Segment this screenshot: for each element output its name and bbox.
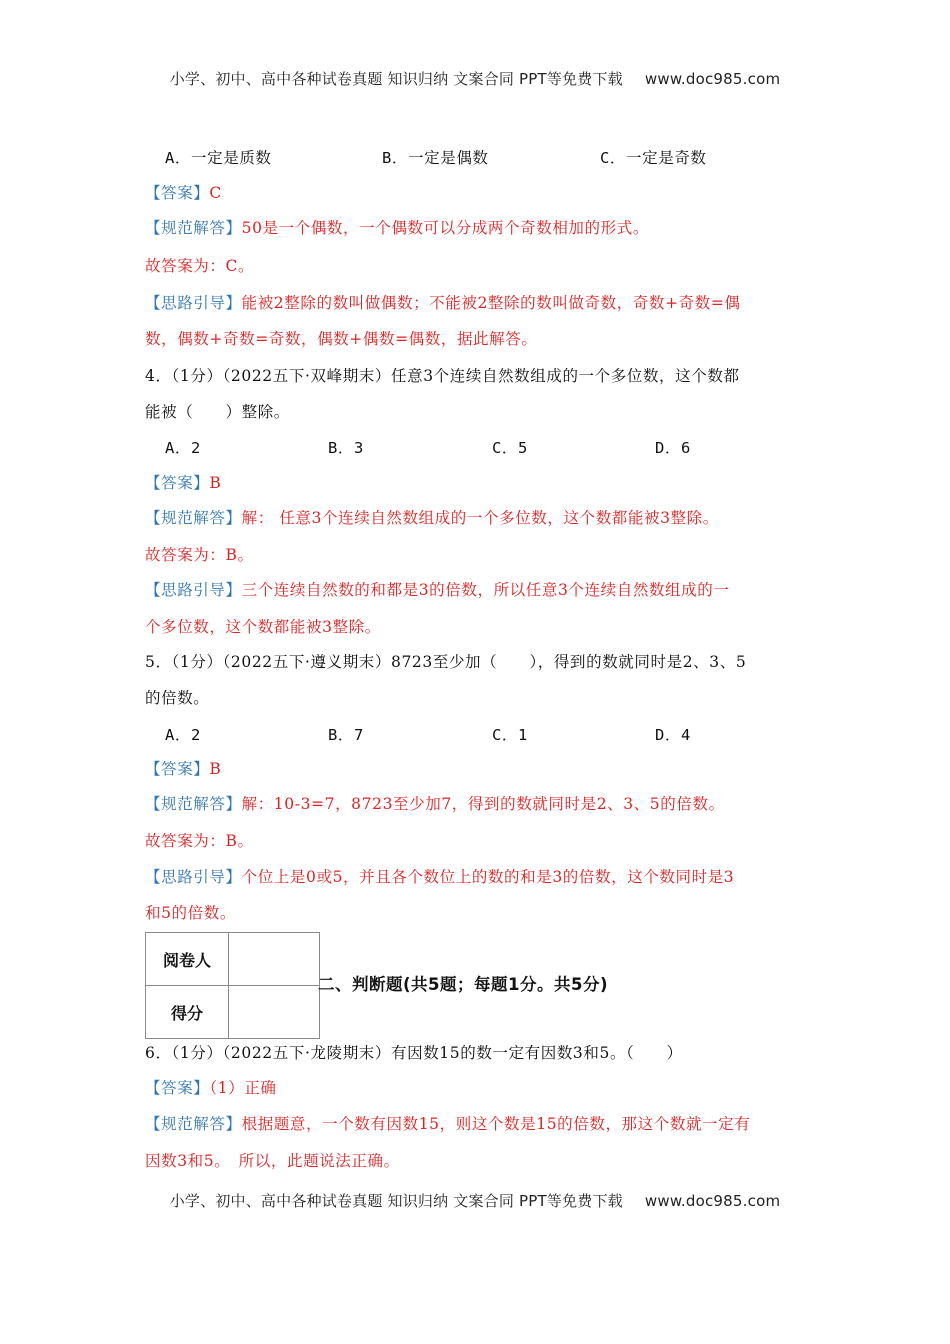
answer-tag: 【答案】 xyxy=(145,760,210,778)
hint-text: 个位上是0或5，并且各个数位上的数的和是3的倍数，这个数同时是3 xyxy=(241,868,735,886)
solution-tag: 【规范解答】 xyxy=(145,509,242,527)
q5-stem: 5．（1分）（2022五下·遵义期末）8723至少加（ ），得到的数就同时是2、3、5 xyxy=(145,653,747,671)
q6-solution xyxy=(145,1112,750,1134)
answer-value: B xyxy=(209,760,222,778)
q4-option-c: C．5 xyxy=(492,439,528,457)
footer-text: 小学、初中、高中各种试卷真题 知识归纳 文案合同 PPT等免费下载 xyxy=(169,1192,623,1210)
q5-option-b: B．7 xyxy=(328,726,364,744)
hint-tag: 【思路引导】 xyxy=(145,868,242,886)
header-site-link[interactable]: www.doc985.com xyxy=(644,70,781,88)
grading-table xyxy=(145,932,320,1039)
hint-text: 三个连续自然数的和都是3的倍数，所以任意3个连续自然数组成的一 xyxy=(241,581,730,599)
q6-solution-cont: 因数3和5。 所以，此题说法正确。 xyxy=(145,1152,400,1170)
solution-tag: 【规范解答】 xyxy=(145,219,242,237)
footer-site-link[interactable]: www.doc985.com xyxy=(644,1192,781,1210)
solution-text: 50是一个偶数，一个偶数可以分成两个奇数相加的形式。 xyxy=(241,219,649,237)
q4-stem: 4．（1分）（2022五下·双峰期末）任意3个连续自然数组成的一个多位数，这个数都 xyxy=(145,367,740,385)
answer-tag: 【答案】 xyxy=(145,184,210,202)
q5-solution xyxy=(145,792,725,814)
q4-hint-cont: 个多位数，这个数都能被3整除。 xyxy=(145,618,381,636)
q5-option-c: C．1 xyxy=(492,726,528,744)
q6-answer xyxy=(145,1076,277,1098)
q3-conclusion: 故答案为：C。 xyxy=(145,257,255,275)
answer-value: B xyxy=(209,474,222,492)
score-label: 得分 xyxy=(146,986,229,1039)
q4-option-b: B．3 xyxy=(328,439,364,457)
q3-option-b: B．一定是偶数 xyxy=(382,149,489,167)
q4-hint xyxy=(145,578,729,600)
page-footer xyxy=(0,1190,950,1211)
q5-conclusion: 故答案为：B。 xyxy=(145,832,254,850)
q6-stem: 6．（1分）（2022五下·龙陵期末）有因数15的数一定有因数3和5。（ ） xyxy=(145,1044,683,1062)
q3-hint-cont: 数，偶数+奇数=奇数，偶数+偶数=偶数，据此解答。 xyxy=(145,330,538,348)
solution-tag: 【规范解答】 xyxy=(145,795,242,813)
q4-option-d: D．6 xyxy=(655,439,691,457)
q3-option-a: A．一定是质数 xyxy=(165,149,272,167)
hint-tag: 【思路引导】 xyxy=(145,294,242,312)
hint-text: 能被2整除的数叫做偶数；不能被2整除的数叫做奇数，奇数+奇数=偶 xyxy=(241,294,741,312)
solution-tag: 【规范解答】 xyxy=(145,1115,242,1133)
q5-option-d: D．4 xyxy=(655,726,691,744)
reviewer-label: 阅卷人 xyxy=(146,933,229,986)
answer-value: （1）正确 xyxy=(209,1079,277,1097)
q5-hint xyxy=(145,865,734,887)
q5-hint-cont: 和5的倍数。 xyxy=(145,904,236,922)
answer-tag: 【答案】 xyxy=(145,1079,210,1097)
header-text: 小学、初中、高中各种试卷真题 知识归纳 文案合同 PPT等免费下载 xyxy=(169,70,623,88)
q5-answer xyxy=(145,757,221,779)
q4-option-a: A．2 xyxy=(165,439,201,457)
q3-option-c: C．一定是奇数 xyxy=(600,149,707,167)
reviewer-field[interactable] xyxy=(229,933,320,986)
answer-tag: 【答案】 xyxy=(145,474,210,492)
answer-value: C xyxy=(209,184,222,202)
q4-stem-cont: 能被（ ）整除。 xyxy=(145,403,290,421)
q3-solution xyxy=(145,216,649,238)
page-header xyxy=(0,68,950,89)
solution-text: 解： 任意3个连续自然数组成的一个多位数，这个数都能被3整除。 xyxy=(241,509,719,527)
q3-hint xyxy=(145,291,741,313)
hint-tag: 【思路引导】 xyxy=(145,581,242,599)
solution-text: 解：10-3=7，8723至少加7，得到的数就同时是2、3、5的倍数。 xyxy=(241,795,725,813)
q5-stem-cont: 的倍数。 xyxy=(145,689,210,707)
score-field[interactable] xyxy=(229,986,320,1039)
section-title: 二、判断题(共5题；每题1分。共5分) xyxy=(318,975,609,994)
solution-text: 根据题意，一个数有因数15，则这个数是15的倍数，那这个数就一定有 xyxy=(241,1115,751,1133)
q3-answer xyxy=(145,181,222,203)
q4-conclusion: 故答案为：B。 xyxy=(145,546,254,564)
q5-option-a: A．2 xyxy=(165,726,201,744)
q4-solution xyxy=(145,506,719,528)
q4-answer xyxy=(145,471,221,493)
